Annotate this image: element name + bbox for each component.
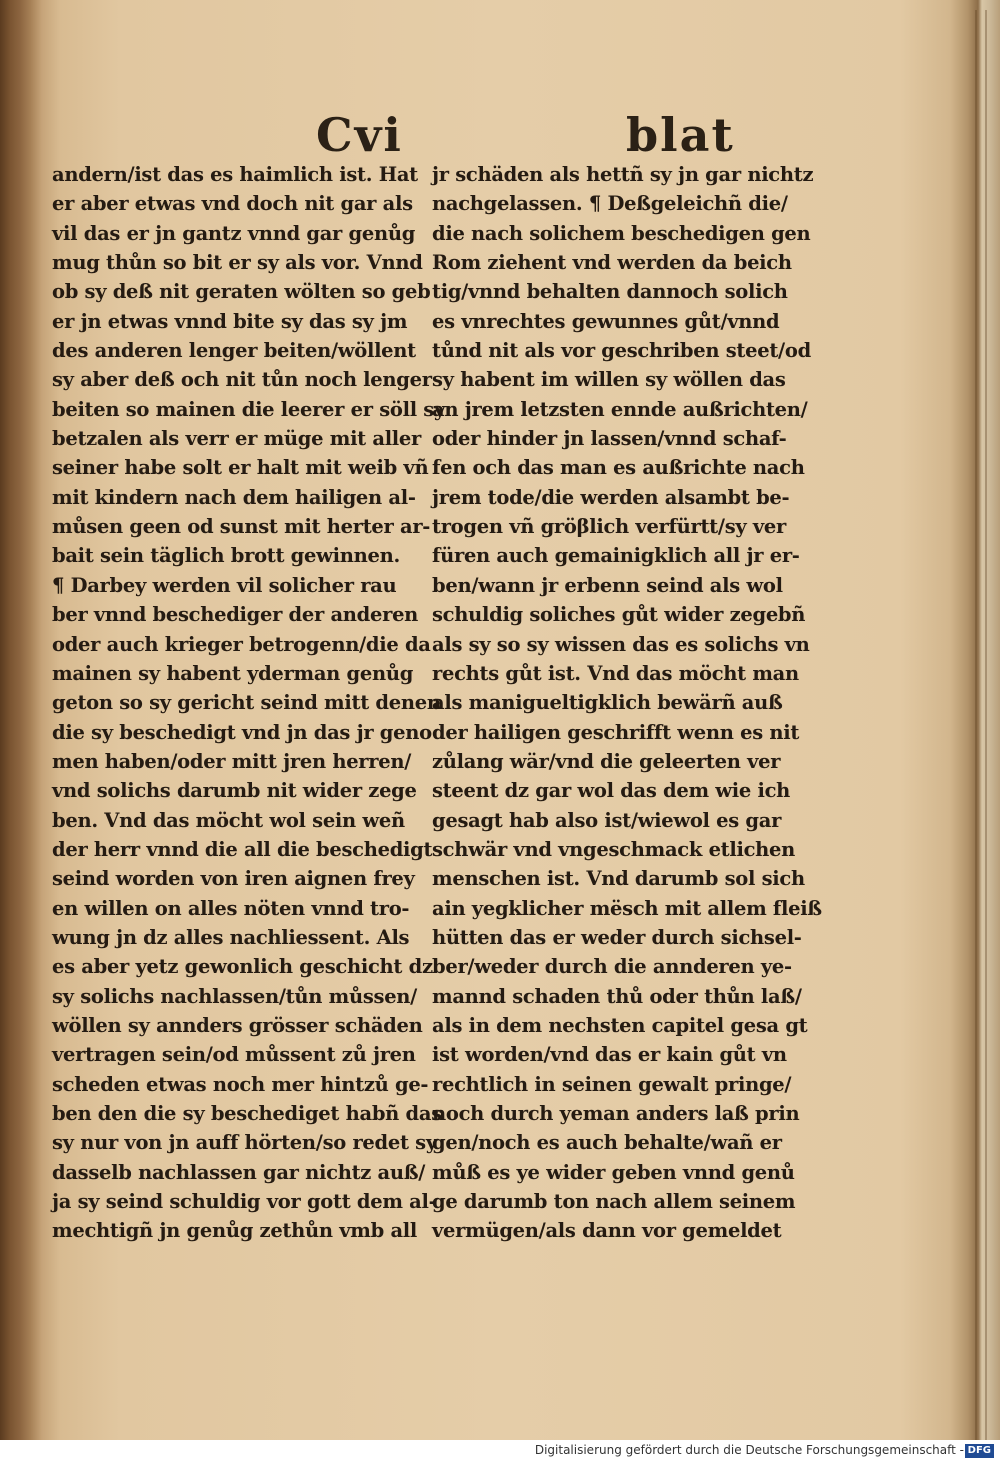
text-line: mechtigñ jn genůg zethůn vmb all <box>52 1219 417 1243</box>
text-line: sy aber deß och nit tůn noch lenger <box>52 368 432 392</box>
text-line: fen och das man es außrichte nach <box>432 456 805 480</box>
text-line: steent dz gar wol das dem wie ich <box>432 779 791 803</box>
text-line: er jn etwas vnnd bite sy das sy jm <box>52 309 408 333</box>
folio-number: Cvi <box>316 108 403 162</box>
text-line: jrem tode/die werden alsambt be- <box>432 485 790 509</box>
text-line: als sy so sy wissen das es solichs vn <box>432 632 810 656</box>
book-page <box>40 0 970 1440</box>
text-line: rechts gůt ist. Vnd das möcht man <box>432 661 799 685</box>
text-line: ob sy deß nit geraten wölten so geb <box>52 280 431 304</box>
text-line: dasselb nachlassen gar nichtz auß/ <box>52 1160 426 1184</box>
text-line: gesagt hab also ist/wiewol es gar <box>432 808 782 832</box>
text-line: menschen ist. Vnd darumb sol sich <box>432 867 805 891</box>
text-line: mug thůn so bit er sy als vor. Vnnd <box>52 251 423 275</box>
page-edge-line <box>975 10 977 1440</box>
text-line: ben. Vnd das möcht wol sein weñ <box>52 808 405 832</box>
text-line: mit kindern nach dem hailigen al- <box>52 485 416 509</box>
text-line: ¶ Darbey werden vil solicher rau <box>52 573 397 597</box>
text-line: sy nur von jn auff hörten/so redet sy <box>52 1131 437 1155</box>
text-line: ain yegklicher mësch mit allem fleiß <box>432 896 822 920</box>
text-line: schwär vnd vngeschmack etlichen <box>432 837 796 861</box>
text-line: gen/noch es auch behalte/wañ er <box>432 1131 782 1155</box>
text-line: zůlang wär/vnd die geleerten ver <box>432 749 781 773</box>
text-line: seind worden von iren aignen frey <box>52 867 415 891</box>
text-line: můß es ye wider geben vnnd genů <box>432 1160 795 1184</box>
text-line: vnd solichs darumb nit wider zege <box>52 779 417 803</box>
page-edge-line <box>985 10 987 1440</box>
text-line: hütten das er weder durch sichsel- <box>432 925 802 949</box>
text-line: noch durch yeman anders laß prin <box>432 1102 800 1125</box>
text-line: andern/ist das es haimlich ist. Hat <box>52 163 418 186</box>
text-line: sy habent im willen sy wöllen das <box>432 368 786 392</box>
text-line: die sy beschedigt vnd jn das jr geno <box>52 720 432 744</box>
text-line: als manigueltigklich bewärñ auß <box>432 691 783 715</box>
text-line: der hailigen geschrifft wenn es nit <box>432 720 800 744</box>
text-line: mannd schaden thů oder thůn laß/ <box>432 984 802 1008</box>
text-line: ben/wann jr erbenn seind als wol <box>432 573 783 597</box>
text-line: oder auch krieger betrogenn/die da <box>52 632 431 656</box>
text-line: ja sy seind schuldig vor gott dem al- <box>52 1190 437 1214</box>
text-line: es vnrechtes gewunnes gůt/vnnd <box>432 309 780 333</box>
text-line: tůnd nit als vor geschriben steet/od <box>432 339 811 363</box>
left-text-column <box>52 160 445 1246</box>
text-line: scheden etwas noch mer hintzů ge- <box>52 1072 429 1096</box>
text-line: mainen sy habent yderman genůg <box>52 661 414 685</box>
text-line: schuldig soliches gůt wider zegebñ <box>432 603 806 627</box>
text-line: nachgelassen. ¶ Deßgeleichñ die/ <box>432 192 788 216</box>
text-line: geton so sy gericht seind mitt denen <box>52 691 441 715</box>
text-line: ben den die sy beschediget habñ das <box>52 1102 442 1125</box>
text-line: vermügen/als dann vor gemeldet <box>432 1219 782 1243</box>
text-line: ber vnnd beschediger der anderen <box>52 603 419 627</box>
text-line: trogen vñ gröβlich verfürtt/sy ver <box>432 515 787 539</box>
text-line: an jrem letzsten ennde außrichten/ <box>432 397 808 421</box>
text-line: ist worden/vnd das er kain gůt vn <box>432 1043 787 1067</box>
dfg-logo: DFG <box>965 1444 994 1458</box>
text-line: en willen on alles nöten vnnd tro- <box>52 896 410 920</box>
text-line: der herr vnnd die all die beschedigt <box>52 837 433 861</box>
right-text-column <box>432 160 822 1246</box>
text-line: seiner habe solt er halt mit weib vñ <box>52 456 429 480</box>
text-line: ber/weder durch die annderen ye- <box>432 955 792 979</box>
text-line: als in dem nechsten capitel gesa gt <box>432 1013 808 1037</box>
text-line: jr schäden als hettñ sy jn gar nichtz <box>432 163 814 186</box>
text-line: oder hinder jn lassen/vnnd schaf- <box>432 427 787 451</box>
folio-label: blat <box>626 108 735 162</box>
text-line: betzalen als verr er müge mit aller <box>52 427 421 451</box>
text-line: tig/vnnd behalten dannoch solich <box>432 280 788 304</box>
text-line: wöllen sy annders grösser schäden <box>52 1013 423 1037</box>
text-line: die nach solichem beschedigen gen <box>432 221 811 245</box>
text-line: bait sein täglich brott gewinnen. <box>52 544 400 568</box>
text-line: es aber yetz gewonlich geschicht dz <box>52 955 433 979</box>
text-line: rechtlich in seinen gewalt pringe/ <box>432 1072 792 1096</box>
text-line: men haben/oder mitt jren herren/ <box>52 749 412 773</box>
footer-credit-text: Digitalisierung gefördert durch die Deutsche Forschungsgemeinschaft - <box>534 1443 964 1457</box>
text-line: sy solichs nachlassen/tůn můssen/ <box>52 984 418 1008</box>
footer-bar <box>0 1440 1000 1463</box>
text-line: wung jn dz alles nachliessent. Als <box>52 925 410 949</box>
text-line: des anderen lenger beiten/wöllent <box>52 339 416 363</box>
text-line: beiten so mainen die leerer er söll sy <box>52 397 445 421</box>
text-line: ge darumb ton nach allem seinem <box>432 1190 796 1214</box>
text-line: vertragen sein/od můssent zů jren <box>52 1043 416 1067</box>
text-line: Rom ziehent vnd werden da beich <box>432 251 792 275</box>
text-line: füren auch gemainigklich all jr er- <box>432 544 800 568</box>
text-line: vil das er jn gantz vnnd gar genůg <box>52 221 416 245</box>
text-line: er aber etwas vnd doch nit gar als <box>52 192 413 216</box>
text-line: můsen geen od sunst mit herter ar- <box>52 515 431 539</box>
